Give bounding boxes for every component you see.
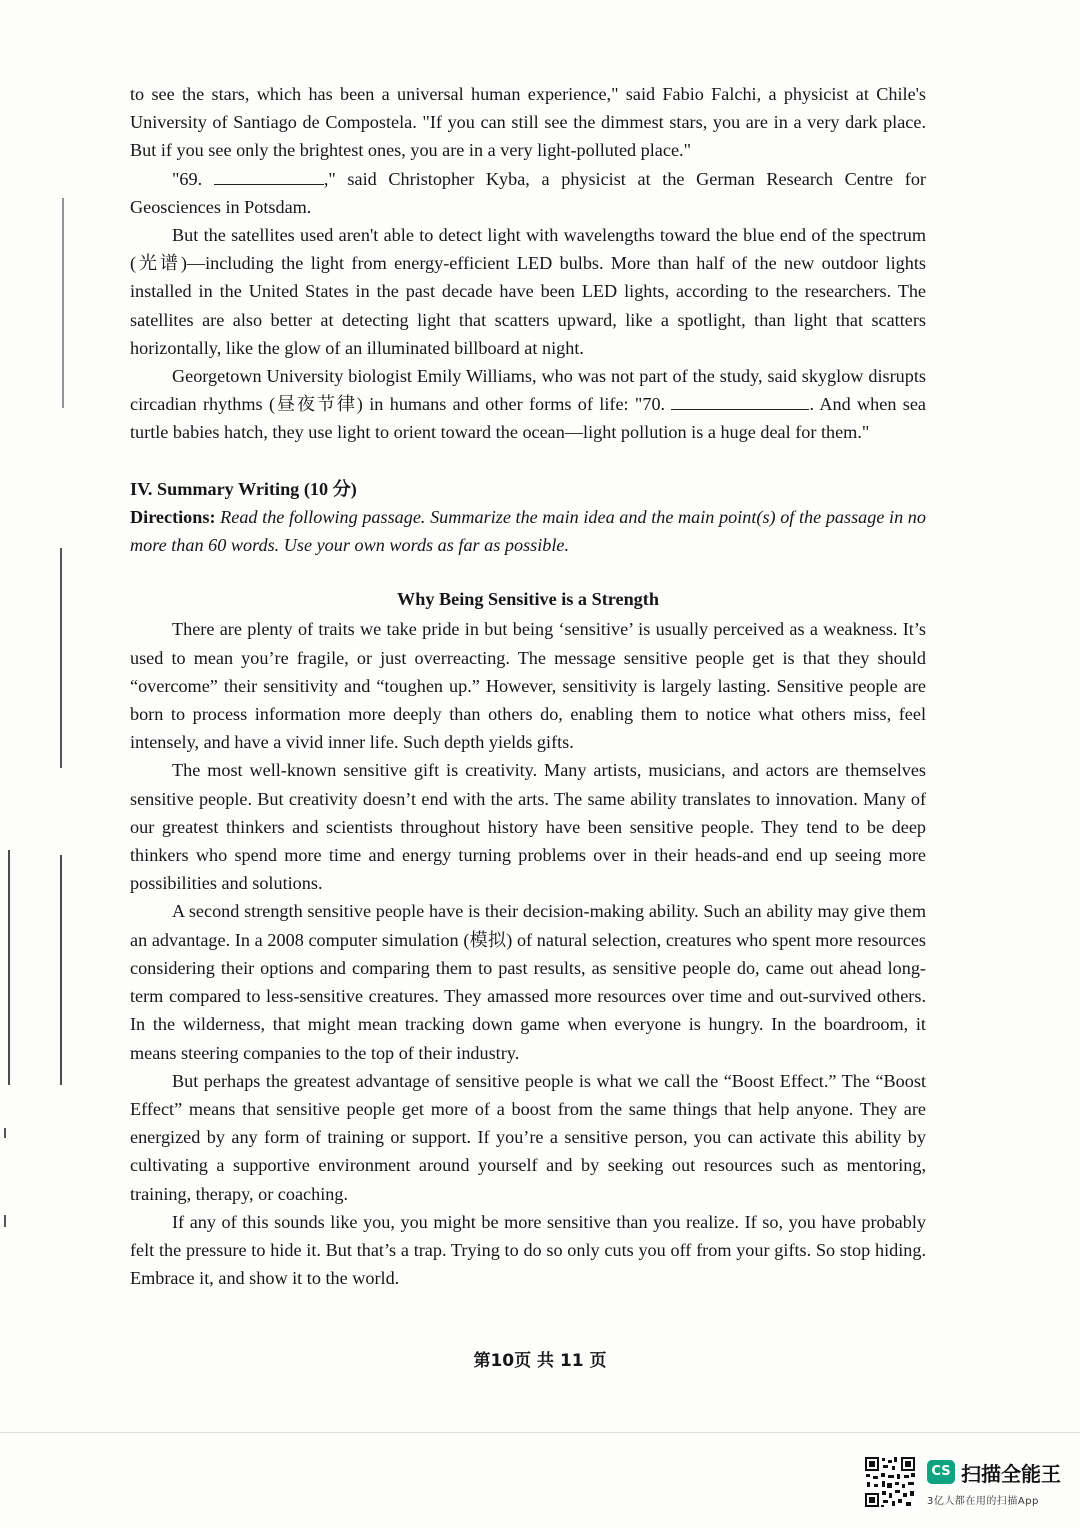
footer-divider xyxy=(0,1432,1080,1433)
scan-artifact-line xyxy=(4,1128,6,1138)
passage-paragraph: The most well-known sensitive gift is creativity. Many artists, musicians, and actors are themselves sensitive people. But creativity doesn’t end with the arts. The same ability translates to innovation. Many of our greatest thinkers and scientists throughout history have been sensitive people. They tend to be deep thinkers who spend more time and energy turning problems over in their heads-and end up seeing more possibilities and solutions. xyxy=(130,760,926,894)
scan-artifact-line xyxy=(62,198,64,408)
scan-artifact-line xyxy=(60,548,62,768)
passage-title: Why Being Sensitive is a Strength xyxy=(397,589,659,610)
directions xyxy=(130,503,926,559)
page-number: 第10页 共 11 页 xyxy=(473,1351,607,1371)
answer-blank-69[interactable] xyxy=(214,168,324,185)
paragraph: to see the stars, which has been a universal human experience," said Fabio Falchi, a physicist at Chile's University of Santiago de Compostela. "If you can still see the dimmest stars, you are in a very dark place. But if you see only the brightest ones, you are in a very light-polluted place." xyxy=(130,84,926,161)
paragraph xyxy=(130,362,926,447)
directions-text: Read the following passage. Summarize the main idea and the main point(s) of the passage in no more than 60 words. Use your own words as far as possible. xyxy=(130,506,926,556)
passage-paragraph: But perhaps the greatest advantage of sensitive people is what we call the “Boost Effect.” The “Boost Effect” means that sensitive people get more of a boost from the same things that help anyone. They are energized by any form of training or support. If you’re a sensitive person, you can activate this ability by cultivating a supportive environment around yourself and by seeking out resources such as mentoring, training, therapy, or coaching. xyxy=(130,1070,926,1204)
qr-code-icon xyxy=(864,1456,916,1508)
passage-paragraph: If any of this sounds like you, you might be more sensitive than you realize. If so, you have probably felt the pressure to hide it. But that’s a trap. Trying to do so only cuts you off from your gifts. So stop hiding. Embrace it, and show it to the world. xyxy=(130,1211,926,1289)
paragraph xyxy=(130,165,926,221)
text-segment: ," said Christopher Kyba, a physicist at the German Research Centre for Geosciences in Potsdam. xyxy=(130,168,926,217)
scan-artifact-line xyxy=(8,850,10,1085)
answer-blank-70[interactable] xyxy=(671,393,809,410)
document-body xyxy=(130,80,926,1292)
text-segment: "69. xyxy=(172,168,214,189)
text-segment: . And when sea turtle babies hatch, they use light to orient toward the ocean—light pollution is a huge deal for them." xyxy=(130,394,926,443)
passage-paragraph: A second strength sensitive people have is their decision-making ability. Such an ability may give them an advantage. In a 2008 computer simulation (模拟) of natural selection, creatures who spent more resources considering their options and comparing them to past results, as sensitive people do, came out ahead long-term compared to less-sensitive creatures. They amassed more resources over time and out-survived others. In the wilderness, that might mean tracking down game when everyone is hungry. In the boardroom, it means steering companies to the top of their industry. xyxy=(130,901,926,1063)
section-title: IV. Summary Writing (10 分) xyxy=(130,478,357,499)
scanner-app-name: 扫描全能王 xyxy=(961,1462,1061,1486)
passage-paragraph: There are plenty of traits we take pride in but being ‘sensitive’ is usually perceived as a weakness. It’s used to mean you’re fragile, or just overreacting. The message sensitive people get is that they should “overcome” their sensitivity and “toughen up.” However, sensitivity is largely lasting. Sensitive people are born to process information more deeply than others do, enabling them to notice what others miss, feel intensely, and have a vivid inner life. Such depth yields gifts. xyxy=(130,619,926,753)
scan-artifact-line xyxy=(4,1215,6,1227)
paragraph: But the satellites used aren't able to detect light with wavelengths toward the blue end of the spectrum (光谱)—including the light from energy-efficient LED bulbs. More than half of the new outdoor lights installed in the United States in the past decade have been LED lights, according to the researchers. The satellites are also better at detecting light that scatters upward, like a spotlight, than light that scatters horizontally, like the glow of an illuminated billboard at night. xyxy=(130,225,926,358)
scan-artifact-line xyxy=(60,855,62,1085)
text-segment: Georgetown University biologist Emily Williams, who was not part of the study, said skyglow disrupts circadian rhythms (昼夜节律) in humans and other forms of life: "70. xyxy=(130,366,926,415)
camscanner-logo: CS xyxy=(927,1460,955,1484)
scanner-tagline: 3亿人都在用的扫描App xyxy=(927,1496,1039,1507)
directions-label: Directions: xyxy=(130,506,221,527)
